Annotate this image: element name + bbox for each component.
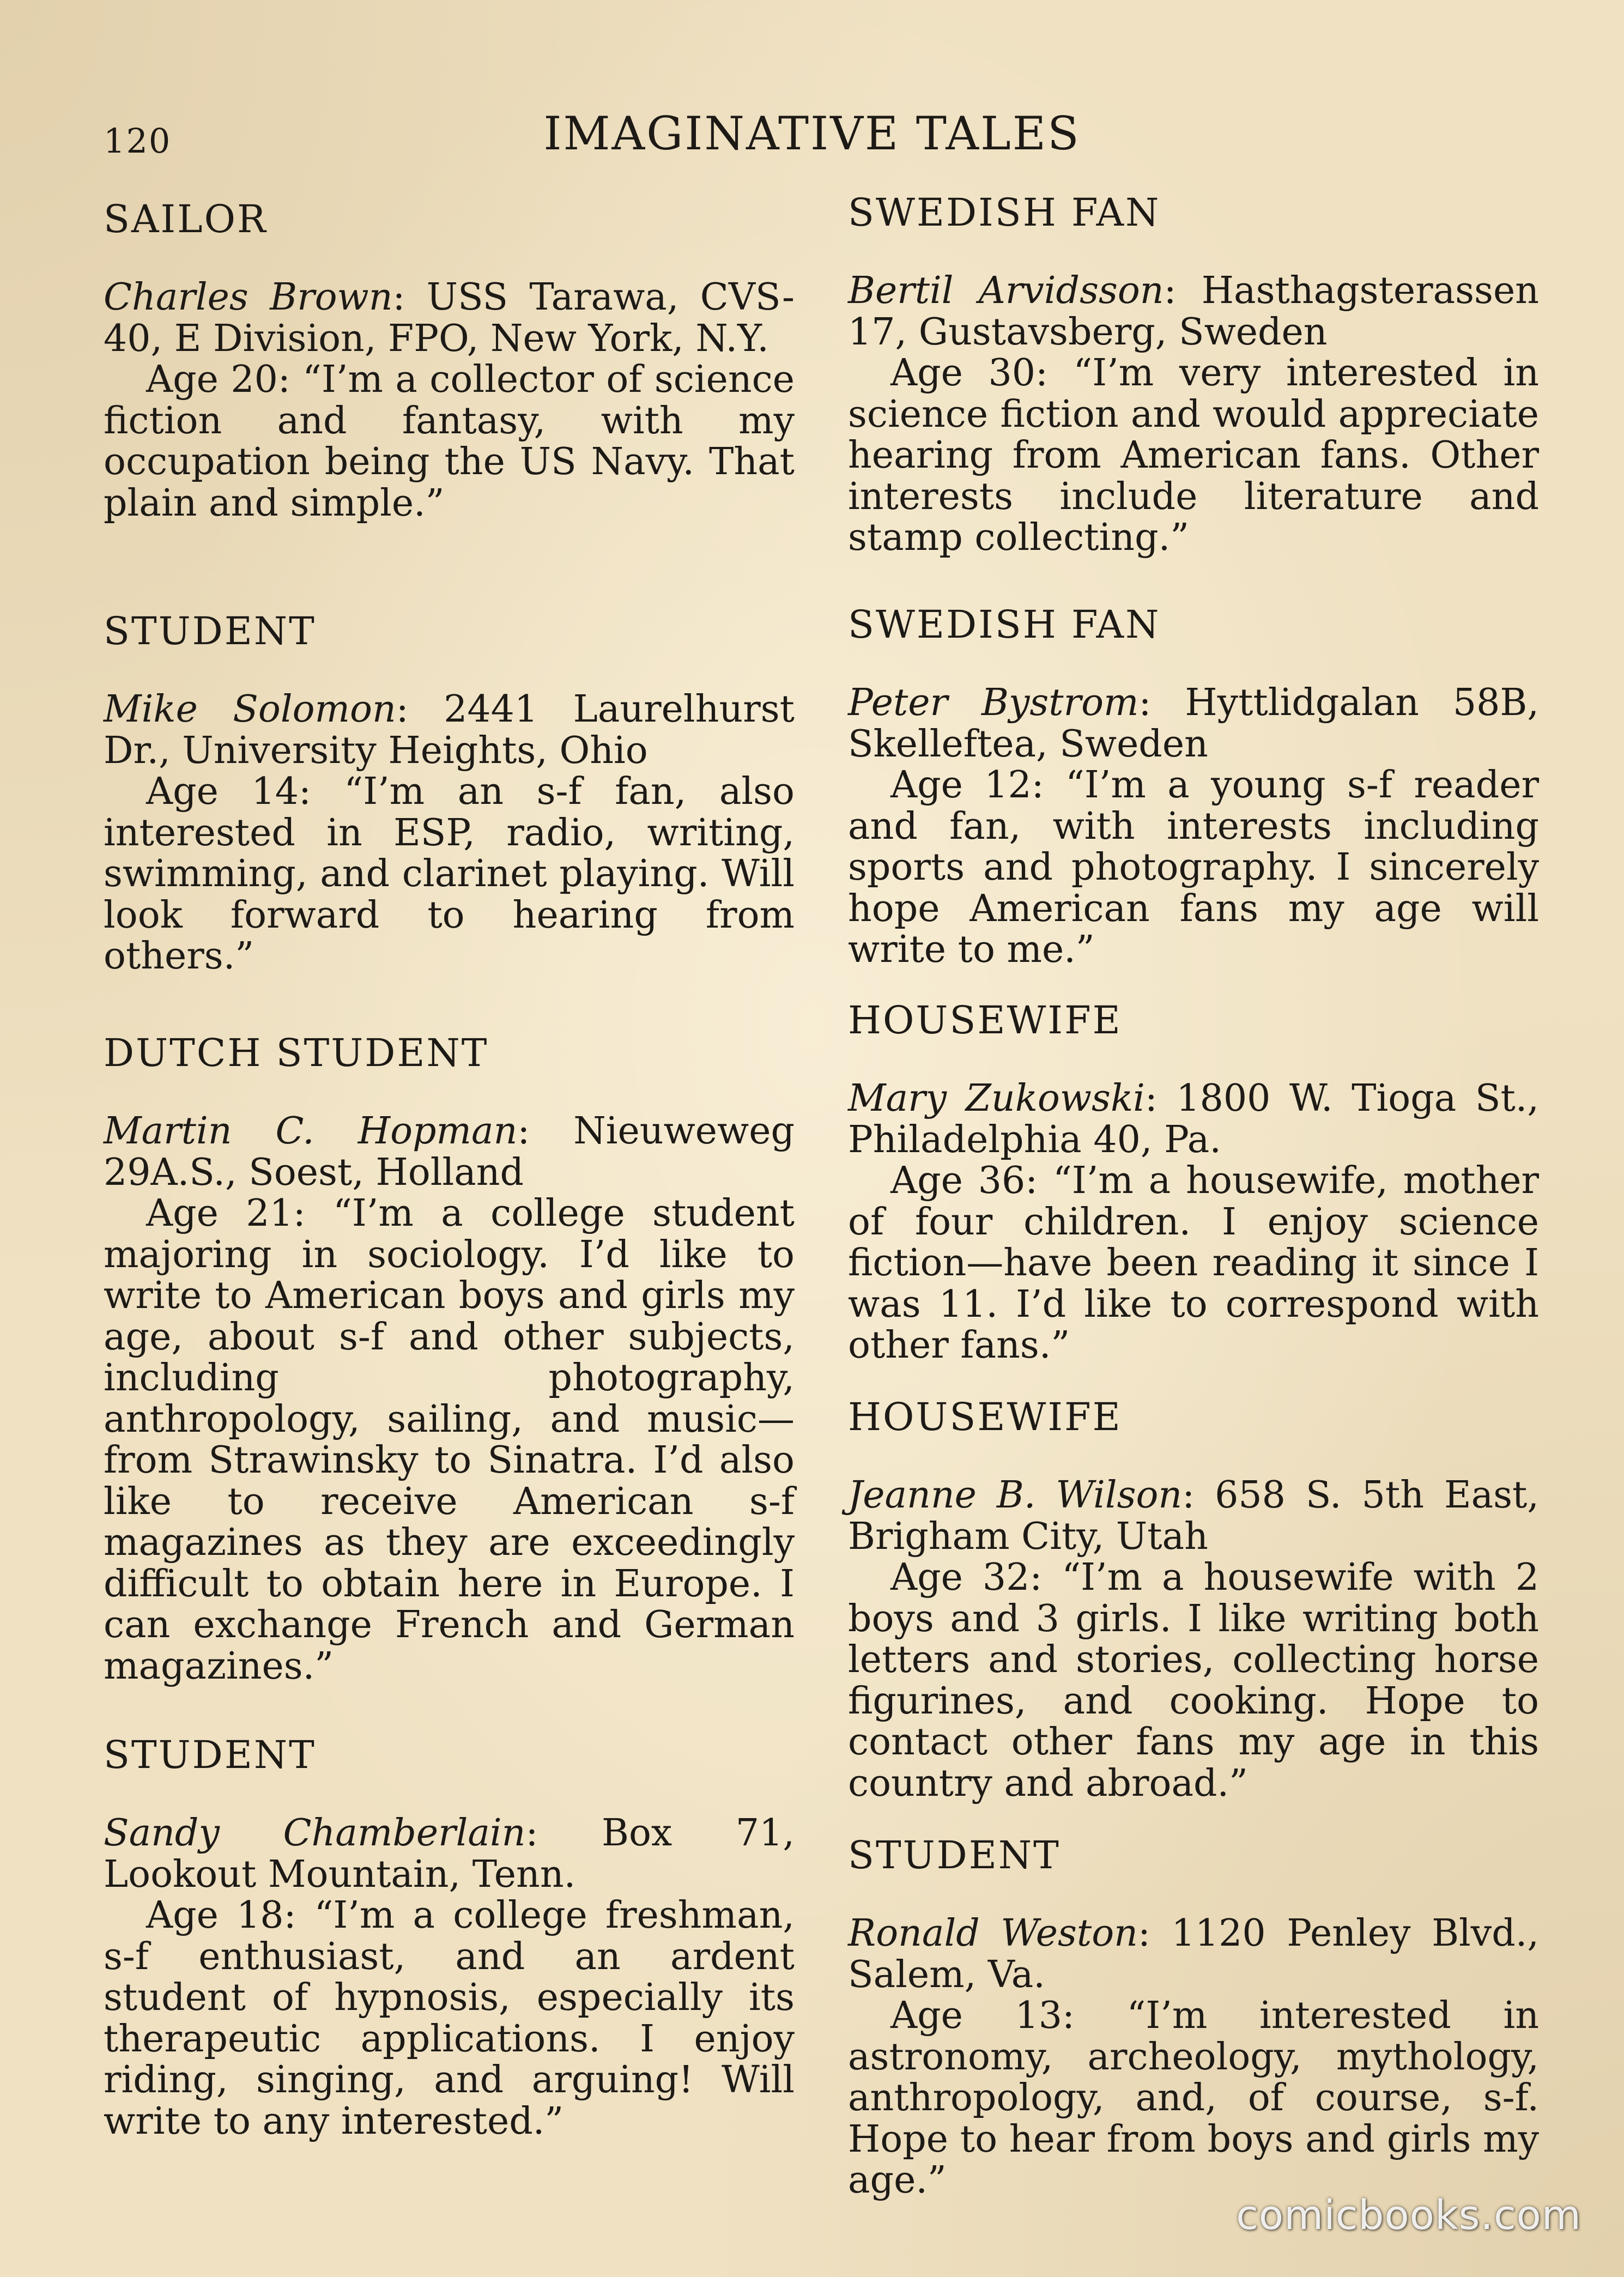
entry-address-line [848, 1475, 1539, 1557]
entry-name: Sandy Chamberlain [104, 1812, 526, 1855]
entry-address-line [104, 689, 795, 771]
pen-pal-entry-student [848, 1833, 1539, 2201]
page-number: 120 [104, 121, 172, 161]
entry-name: Peter Bystrom [848, 681, 1139, 724]
entry-quote: Age 32: “I’m a housewife with 2 boys and 3 girls. I like writing both letters and stories, collecting horse figurines, and cooking. Hope to contact other fans my age in this country and abroad.” [848, 1556, 1539, 1805]
entry-name: Mary Zukowski [848, 1077, 1145, 1120]
entry-address: : 1800 W. Tioga St., Philadelphia 40, Pa. [848, 1077, 1539, 1161]
entry-address: : 658 S. 5th East, Brigham City, Utah [848, 1474, 1540, 1558]
pen-pal-entry-housewife [848, 1395, 1539, 1804]
entry-name: Bertil Arvidsson [848, 269, 1164, 312]
entry-name: Martin C. Hopman [104, 1110, 518, 1153]
entry-name: Mike Solomon [104, 688, 396, 731]
entry-heading: SWEDISH FAN [848, 190, 1161, 235]
entry-name: Charles Brown [104, 276, 393, 319]
entry-heading: HOUSEWIFE [848, 998, 1122, 1043]
entry-address: : 1120 Penley Blvd., Salem, Va. [848, 1912, 1539, 1996]
entry-quote: Age 18: “I’m a college freshman, s-f enthusiast, and an ardent student of hypnosis, especially its therapeutic applications. I enjoy riding, singing, and arguing! Will write to any interested.” [104, 1894, 795, 2143]
entry-heading: HOUSEWIFE [848, 1395, 1122, 1439]
site-watermark: comicbooks.com [1236, 2192, 1581, 2239]
entry-address-line [104, 1813, 795, 1895]
entry-address: : USS Tarawa, CVS-40, E Division, FPO, New York, N.Y. [104, 276, 795, 360]
pen-pal-entry-sailor [104, 197, 795, 524]
entry-address-line [104, 1111, 795, 1193]
running-head: IMAGINATIVE TALES [543, 107, 1081, 160]
entry-address: : Hasthagsterassen 17, Gustavsberg, Sweden [848, 269, 1539, 354]
pen-pal-entry-swedish-fan [848, 191, 1539, 559]
pen-pal-entry-swedish-fan [848, 603, 1539, 971]
entry-heading: DUTCH STUDENT [104, 1031, 489, 1075]
entry-quote: Age 20: “I’m a collector of science fiction and fantasy, with my occupation being the US Navy. That plain and simple.” [104, 358, 795, 525]
entry-address: : Hyttlidgalan 58B, Skelleftea, Sweden [848, 681, 1539, 766]
entry-quote: Age 30: “I’m very interested in science fiction and would appreciate hearing from American fans. Other interests include literature and stamp collecting.” [848, 352, 1539, 559]
entry-address-line [848, 682, 1539, 765]
entry-heading: STUDENT [104, 609, 316, 653]
entry-heading: SAILOR [104, 197, 268, 241]
entry-heading: STUDENT [848, 1833, 1061, 1878]
pen-pal-entry-housewife [848, 998, 1539, 1366]
entry-address-line [848, 270, 1539, 353]
pen-pal-entry-student [104, 1733, 795, 2142]
entry-heading: SWEDISH FAN [848, 602, 1161, 647]
entry-quote: Age 14: “I’m an s-f fan, also interested in ESP, radio, writing, swimming, and clarinet playing. Will look forward to hearing from others.” [104, 770, 795, 978]
entry-address-line [848, 1078, 1539, 1160]
entry-quote: Age 12: “I’m a young s-f reader and fan, with interests including sports and photography. I sincerely hope American fans my age will write to me.” [848, 764, 1539, 971]
entry-address-line [104, 277, 795, 359]
entry-address: : Box 71, Lookout Mountain, Tenn. [104, 1812, 795, 1896]
entry-name: Ronald Weston [848, 1912, 1138, 1955]
entry-address: : Nieuweweg 29A.S., Soest, Holland [104, 1110, 795, 1194]
entry-quote: Age 13: “I’m interested in astronomy, archeology, mythology, anthropology, and, of course, s-f. Hope to hear from boys and girls my age.” [848, 1994, 1539, 2202]
entry-address: : 2441 Laurelhurst Dr., University Heights, Ohio [104, 688, 795, 772]
entry-heading: STUDENT [104, 1733, 316, 1777]
pen-pal-entry-dutch-student [104, 1031, 795, 1687]
entry-quote: Age 21: “I’m a college student majoring in sociology. I’d like to write to American boys and girls my age, about s-f and other subjects, including photography, anthropology, sailing, and music—from Strawinsky to Sinatra. I’d also like to receive American s-f magazines as they are exceedingly difficult to obtain here in Europe. I can exchange French and German magazines.” [104, 1192, 795, 1688]
entry-name: Jeanne B. Wilson [848, 1474, 1183, 1517]
entry-quote: Age 36: “I’m a housewife, mother of four children. I enjoy science fiction—have been reading it since I was 11. I’d like to correspond with other fans.” [848, 1159, 1539, 1367]
entry-address-line [848, 1913, 1539, 1995]
pen-pal-entry-student [104, 609, 795, 977]
